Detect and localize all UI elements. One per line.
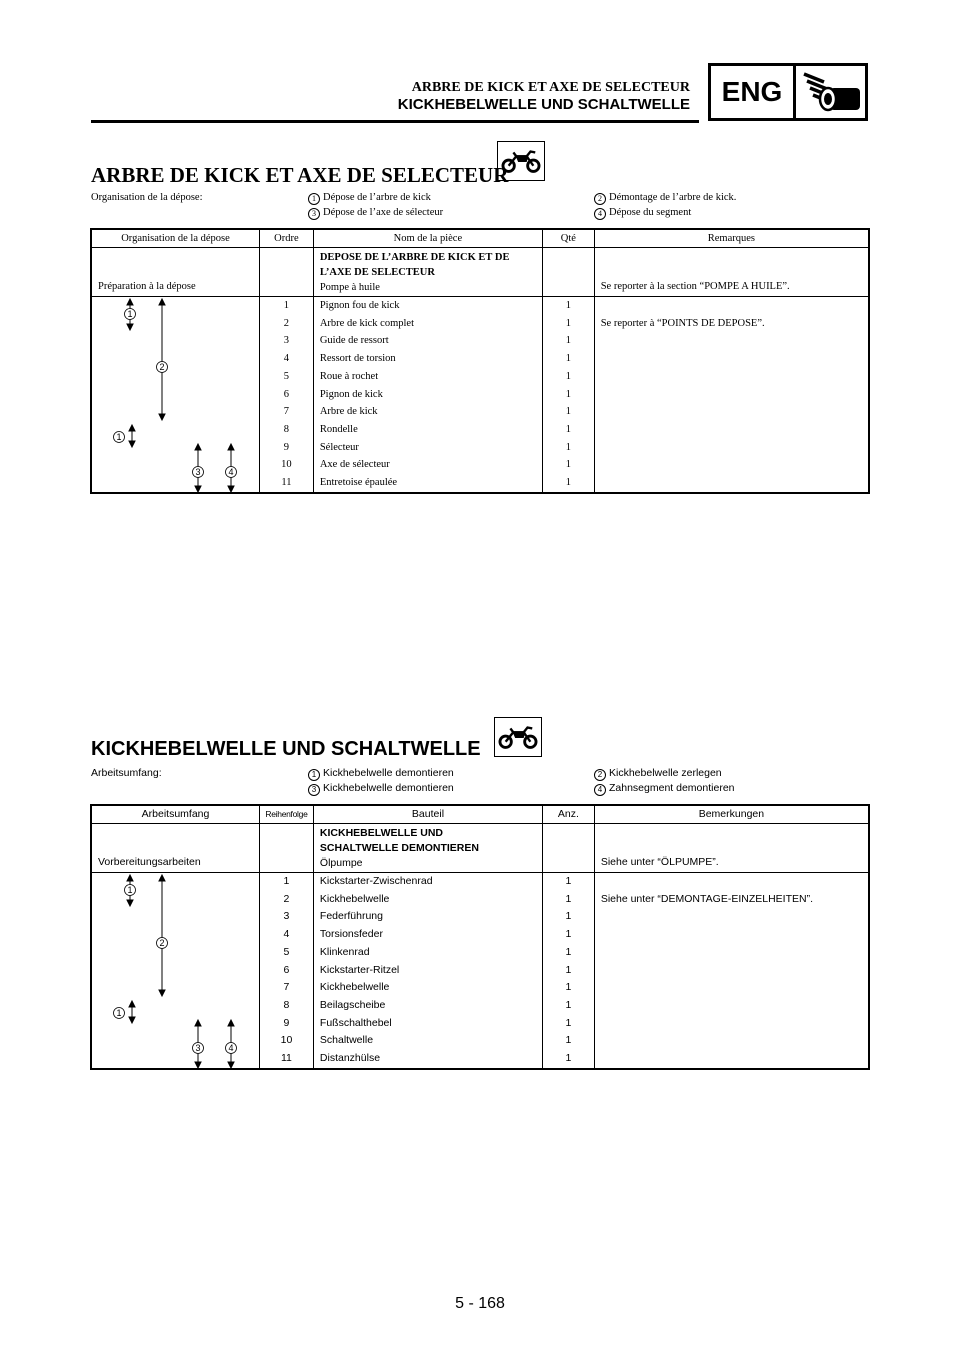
- part-order: 9: [260, 439, 314, 457]
- part-remark: [594, 439, 869, 457]
- motorcycle-icon: [497, 141, 545, 181]
- part-qty: 1: [542, 386, 594, 404]
- prep-remark: Se reporter à la section “POMPE A HUILE”.: [594, 248, 869, 297]
- part-order: 7: [260, 403, 314, 421]
- part-remark: [594, 873, 869, 891]
- part-qty: 1: [543, 873, 595, 891]
- step-text: Kickhebelwelle demontieren: [323, 767, 454, 779]
- part-remark: Se reporter à “POINTS DE DEPOSE”.: [594, 315, 869, 333]
- step-text: Dépose de l’arbre de kick: [323, 192, 431, 203]
- part-order: 2: [260, 891, 314, 909]
- part-qty: 1: [542, 315, 594, 333]
- part-name: Arbre de kick complet: [313, 315, 542, 333]
- table-header: [91, 805, 869, 824]
- part-qty: 1: [543, 926, 595, 944]
- intro-step-fr-4: [594, 205, 691, 220]
- part-order: 11: [260, 474, 314, 493]
- prep-order: [260, 824, 314, 873]
- intro-step-fr-3: [308, 205, 443, 220]
- part-qty: 1: [542, 350, 594, 368]
- diagram-label-2: 2: [159, 938, 165, 948]
- col-header: Arbeitsumfang: [91, 805, 260, 824]
- prep-part: Ölpumpe: [319, 857, 363, 869]
- col-header: Bemerkungen: [594, 805, 869, 824]
- part-remark: [594, 908, 869, 926]
- diagram-label-1: 1: [127, 885, 133, 895]
- part-remark: [594, 962, 869, 980]
- bolt-icon: [796, 68, 864, 116]
- col-header: Remarques: [594, 229, 869, 248]
- intro-step-de-2: [594, 766, 722, 781]
- part-qty: 1: [543, 1032, 595, 1050]
- part-remark: [594, 456, 869, 474]
- part-qty: 1: [542, 332, 594, 350]
- part-remark: [594, 386, 869, 404]
- part-remark: [594, 1015, 869, 1033]
- part-name: Torsionsfeder: [313, 926, 542, 944]
- part-order: 4: [260, 926, 314, 944]
- part-qty: 1: [542, 439, 594, 457]
- header-title-fr: ARBRE DE KICK ET AXE DE SELECTEUR: [411, 80, 690, 95]
- part-order: 1: [260, 297, 314, 315]
- removal-diagram: [91, 297, 260, 494]
- prep-order: [260, 248, 314, 297]
- page-number: 5 - 168: [455, 1295, 505, 1312]
- part-name: Arbre de kick: [313, 403, 542, 421]
- prep-org: Préparation à la dépose: [91, 248, 260, 297]
- intro-label-fr: Organisation de la dépose:: [91, 192, 203, 203]
- part-name: Schaltwelle: [313, 1032, 542, 1050]
- part-name: Entretoise épaulée: [313, 474, 542, 493]
- removal-arrows-diagram: [92, 297, 259, 492]
- part-name: Kickhebelwelle: [313, 891, 542, 909]
- prep-qty: [542, 248, 594, 297]
- part-order: 8: [260, 997, 314, 1015]
- step-text: Dépose de l’axe de sélecteur: [323, 207, 444, 218]
- step-text: Zahnsegment demontieren: [609, 782, 735, 794]
- prep-name: [313, 824, 542, 873]
- col-header: Nom de la pièce: [313, 229, 542, 248]
- step-number: 1: [308, 769, 320, 781]
- prep-qty: [543, 824, 595, 873]
- col-header: Organisation de la dépose: [91, 229, 260, 248]
- part-name: Klinkenrad: [313, 944, 542, 962]
- diagram-label-3: 3: [195, 1043, 201, 1053]
- part-name: Rondelle: [313, 421, 542, 439]
- engine-badge-label: ENG: [711, 66, 796, 118]
- part-order: 3: [260, 332, 314, 350]
- part-order: 6: [260, 962, 314, 980]
- table-row-prep: [91, 824, 869, 873]
- removal-arrows-diagram: [92, 873, 259, 1068]
- part-qty: 1: [543, 1015, 595, 1033]
- part-qty: 1: [542, 421, 594, 439]
- step-number: 4: [594, 784, 606, 796]
- prep-title-2: L’AXE DE SELECTEUR: [319, 267, 435, 278]
- section-title-fr: ARBRE DE KICK ET AXE DE SELECTEUR: [91, 163, 509, 187]
- part-remark: [594, 350, 869, 368]
- part-name: Sélecteur: [313, 439, 542, 457]
- motorcycle-icon: [494, 717, 542, 757]
- part-remark: Siehe unter “DEMONTAGE-EINZELHEITEN”.: [594, 891, 869, 909]
- col-header: Anz.: [543, 805, 595, 824]
- header-title-de: KICKHEBELWELLE UND SCHALTWELLE: [397, 96, 690, 113]
- part-qty: 1: [543, 944, 595, 962]
- diagram-label-1b: 1: [116, 432, 122, 442]
- part-name: Pignon fou de kick: [313, 297, 542, 315]
- part-name: Roue à rochet: [313, 368, 542, 386]
- part-remark: [594, 297, 869, 315]
- intro-step-fr-2: [594, 190, 736, 205]
- part-order: 10: [260, 1032, 314, 1050]
- col-header: Reihenfolge: [260, 805, 314, 824]
- step-number: 2: [594, 193, 606, 205]
- part-remark: [594, 332, 869, 350]
- part-remark: [594, 926, 869, 944]
- part-remark: [594, 1050, 869, 1069]
- part-qty: 1: [542, 403, 594, 421]
- part-qty: 1: [542, 368, 594, 386]
- prep-name: [313, 248, 542, 297]
- part-name: Distanzhülse: [313, 1050, 542, 1069]
- part-qty: 1: [543, 891, 595, 909]
- diagram-label-4: 4: [228, 467, 234, 477]
- step-number: 2: [594, 769, 606, 781]
- part-qty: 1: [542, 297, 594, 315]
- col-header: Qté: [542, 229, 594, 248]
- step-text: Kickhebelwelle zerlegen: [609, 767, 722, 779]
- part-name: Kickhebelwelle: [313, 979, 542, 997]
- removal-table-fr: [90, 228, 870, 494]
- part-qty: 1: [543, 1050, 595, 1069]
- part-qty: 1: [542, 474, 594, 493]
- part-name: Beilagscheibe: [313, 997, 542, 1015]
- table-row: [91, 873, 869, 891]
- step-text: Kickhebelwelle demontieren: [323, 782, 454, 794]
- part-order: 3: [260, 908, 314, 926]
- diagram-label-2: 2: [159, 362, 165, 372]
- table-row-prep: [91, 248, 869, 297]
- diagram-label-1: 1: [127, 309, 133, 319]
- part-remark: [594, 1032, 869, 1050]
- prep-title-1: DEPOSE DE L’ARBRE DE KICK ET DE: [319, 252, 510, 263]
- part-order: 1: [260, 873, 314, 891]
- part-remark: [594, 403, 869, 421]
- part-qty: 1: [543, 908, 595, 926]
- part-remark: [594, 944, 869, 962]
- table-row: [91, 297, 869, 315]
- part-remark: [594, 979, 869, 997]
- part-order: 2: [260, 315, 314, 333]
- part-qty: 1: [543, 997, 595, 1015]
- part-qty: 1: [543, 962, 595, 980]
- part-name: Ressort de torsion: [313, 350, 542, 368]
- part-name: Federführung: [313, 908, 542, 926]
- part-order: 6: [260, 386, 314, 404]
- part-remark: [594, 421, 869, 439]
- section-title-de: KICKHEBELWELLE UND SCHALTWELLE: [91, 738, 481, 760]
- step-text: Dépose du segment: [609, 207, 692, 218]
- removal-table-de: [90, 804, 870, 1070]
- part-qty: 1: [543, 979, 595, 997]
- part-order: 10: [260, 456, 314, 474]
- part-order: 9: [260, 1015, 314, 1033]
- part-order: 7: [260, 979, 314, 997]
- step-text: Démontage de l’arbre de kick.: [609, 192, 737, 203]
- part-name: Guide de ressort: [313, 332, 542, 350]
- prep-part: Pompe à huile: [319, 282, 380, 293]
- part-name: Kickstarter-Ritzel: [313, 962, 542, 980]
- step-number: 3: [308, 784, 320, 796]
- part-name: Axe de sélecteur: [313, 456, 542, 474]
- diagram-label-4: 4: [228, 1043, 234, 1053]
- part-order: 11: [260, 1050, 314, 1069]
- col-header: Ordre: [260, 229, 314, 248]
- intro-step-de-4: [594, 781, 735, 796]
- part-name: Fußschalthebel: [313, 1015, 542, 1033]
- header-divider: [91, 120, 699, 123]
- part-remark: [594, 474, 869, 493]
- header-titles: [398, 80, 690, 113]
- engine-badge: [708, 63, 868, 121]
- part-order: 4: [260, 350, 314, 368]
- prep-org: Vorbereitungsarbeiten: [91, 824, 260, 873]
- diagram-label-1b: 1: [116, 1008, 122, 1018]
- part-remark: [594, 368, 869, 386]
- part-name: Pignon de kick: [313, 386, 542, 404]
- part-order: 5: [260, 368, 314, 386]
- part-order: 8: [260, 421, 314, 439]
- part-remark: [594, 997, 869, 1015]
- intro-label-de: Arbeitsumfang:: [91, 767, 162, 779]
- part-qty: 1: [542, 456, 594, 474]
- part-order: 5: [260, 944, 314, 962]
- step-number: 4: [594, 208, 606, 220]
- step-number: 1: [308, 193, 320, 205]
- intro-step-de-1: [308, 766, 454, 781]
- prep-title-2: SCHALTWELLE DEMONTIEREN: [319, 842, 479, 854]
- removal-diagram: [91, 873, 260, 1070]
- part-name: Kickstarter-Zwischenrad: [313, 873, 542, 891]
- prep-title-1: KICKHEBELWELLE UND: [319, 827, 444, 839]
- intro-step-fr-1: [308, 190, 431, 205]
- prep-remark: Siehe unter “ÖLPUMPE”.: [594, 824, 869, 873]
- step-number: 3: [308, 208, 320, 220]
- diagram-label-3: 3: [195, 467, 201, 477]
- intro-step-de-3: [308, 781, 454, 796]
- table-header: [91, 229, 869, 248]
- col-header: Bauteil: [313, 805, 542, 824]
